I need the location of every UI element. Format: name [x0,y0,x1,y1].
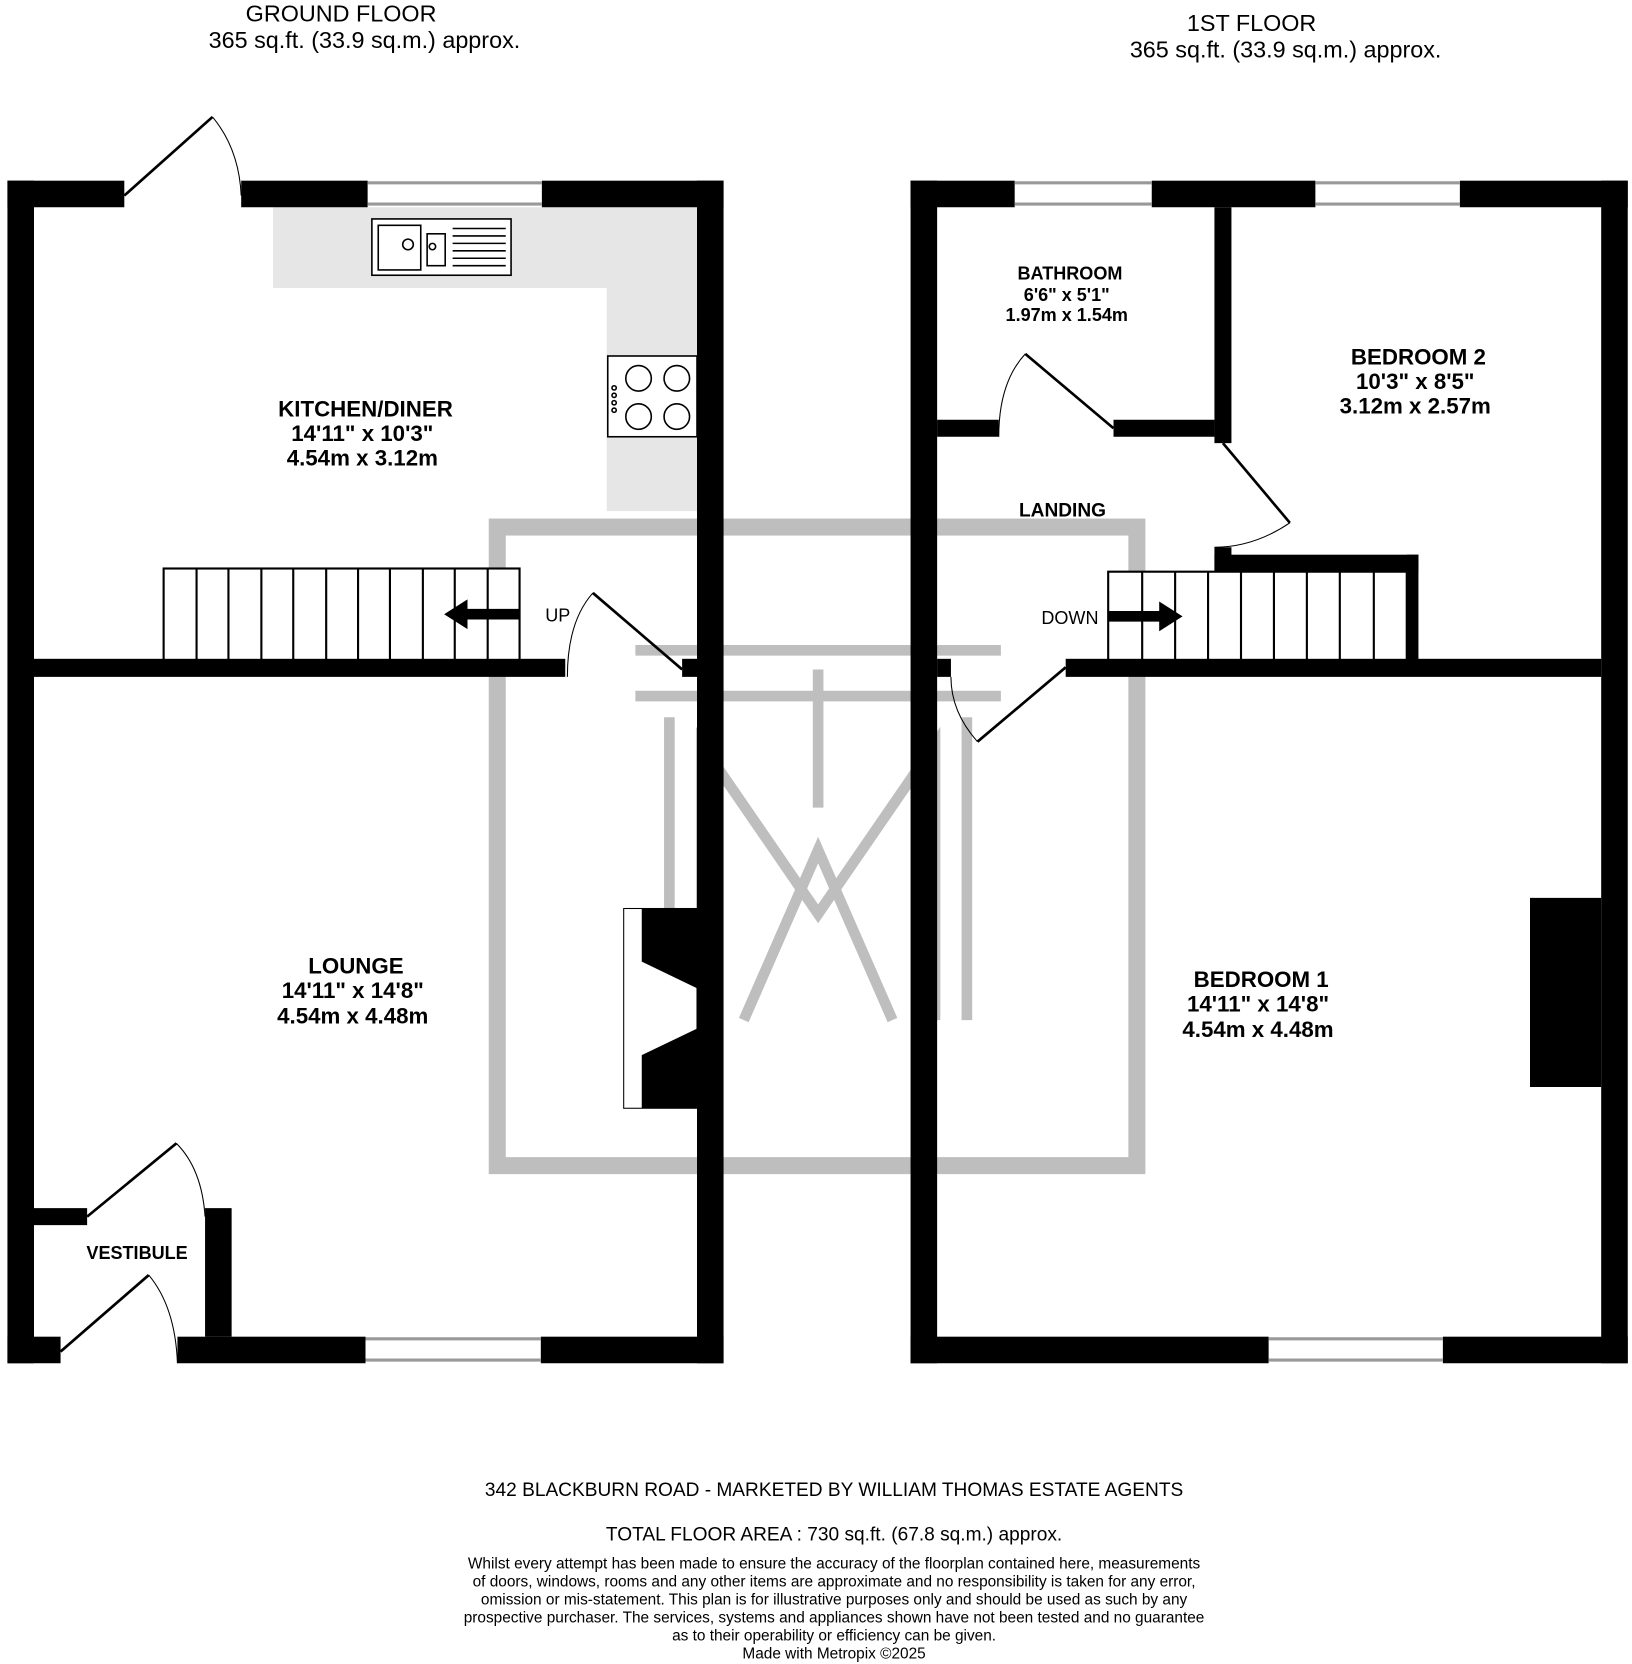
svg-text:14'11" x 10'3": 14'11" x 10'3" [291,421,434,446]
svg-text:prospective purchaser. The ser: prospective purchaser. The services, systems and appliances shown have not been tested and no guarantee [463,1609,1205,1627]
svg-text:LOUNGE: LOUNGE [308,953,404,979]
room-label-kitchen [278,397,453,471]
room-label-bedroom-1 [1182,967,1333,1042]
svg-text:BATHROOM: BATHROOM [1017,263,1123,284]
svg-text:Whilst every attempt has been: Whilst every attempt has been made to ensure the accuracy of the floorplan contained here, measurements [467,1555,1201,1573]
room-label-lounge [277,953,428,1028]
ground-floor-title: GROUND FLOOR [245,0,437,27]
ground-floor-area: 365 sq.ft. (33.9 sq.m.) approx. [208,26,521,53]
first-floor-title: 1ST FLOOR [1186,9,1317,36]
fireplace [624,909,697,1109]
sink-icon [372,219,511,275]
svg-text:6'6" x 5'1": 6'6" x 5'1" [1023,284,1110,305]
room-label-bathroom [1006,264,1128,325]
svg-text:4.54m x 4.48m: 4.54m x 4.48m [1182,1017,1334,1043]
stairs-down-label: DOWN [1041,607,1099,628]
footer-credit: Made with Metropix ©2025 [742,1645,926,1663]
room-label-vestibule: VESTIBULE [86,1243,188,1264]
svg-text:3.12m x 2.57m: 3.12m x 2.57m [1339,393,1491,419]
hob-icon [608,356,697,437]
doors [61,117,683,1363]
svg-text:as to their operability or eff: as to their operability or efficiency can be given. [672,1627,997,1645]
room-label-bedroom-2 [1340,345,1491,419]
svg-text:BEDROOM 2: BEDROOM 2 [1350,344,1486,370]
svg-text:4.54m x 3.12m: 4.54m x 3.12m [286,445,438,471]
svg-text:KITCHEN/DINER: KITCHEN/DINER [278,396,453,422]
svg-text:1.97m x 1.54m: 1.97m x 1.54m [1005,304,1128,325]
doors [951,354,1290,742]
svg-text:14'11" x 14'8": 14'11" x 14'8" [1186,991,1330,1017]
svg-text:omission or mis-statement. Thi: omission or mis-statement. This plan is for illustrative purposes only and should be used as such by any [480,1591,1188,1609]
svg-text:of doors, windows, rooms and a: of doors, windows, rooms and any other items are approximate and no responsibility is taken for any error, [472,1573,1196,1591]
stairs-up-label: UP [545,605,571,626]
window [366,183,542,1360]
svg-text:10'3" x 8'5": 10'3" x 8'5" [1355,368,1475,394]
svg-text:BEDROOM 1: BEDROOM 1 [1193,967,1329,993]
footer-total-area: TOTAL FLOOR AREA : 730 sq.ft. (67.8 sq.m.) approx. [605,1524,1063,1546]
first-floor-area: 365 sq.ft. (33.9 sq.m.) approx. [1129,36,1442,63]
footer-disclaimer [464,1555,1205,1644]
svg-text:14'11" x 14'8": 14'11" x 14'8" [281,977,424,1003]
first-floor-walls [911,181,1628,1364]
room-label-landing: LANDING [1018,500,1107,522]
svg-text:4.54m x 4.48m: 4.54m x 4.48m [277,1003,429,1029]
footer-address: 342 BLACKBURN ROAD - MARKETED BY WILLIAM THOMAS ESTATE AGENTS [484,1480,1184,1502]
